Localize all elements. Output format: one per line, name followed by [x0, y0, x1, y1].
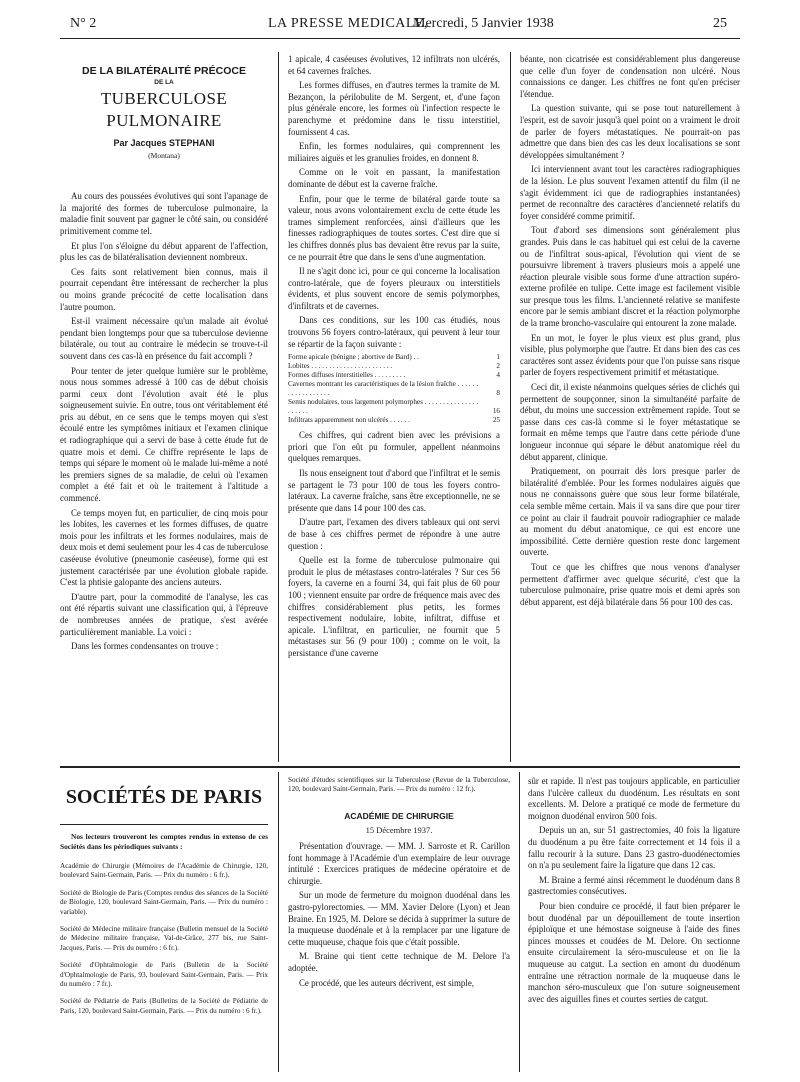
periodicals-list: [60, 862, 268, 1016]
article-column-1: [60, 64, 268, 656]
column-rule: [519, 772, 520, 1072]
societes-column-3: [528, 776, 740, 1008]
paragraph: D'autre part, pour la commodité de l'analyse, les cas ont été répartis suivant une classification qui, à l'épreuve de nombreuses années de pratique, s'est avérée particulièrement maniable. La voici :: [60, 591, 268, 637]
paragraph: Pour bien conduire ce procédé, il faut bien préparer le bout duodénal par un dépouillement de toute insertion épiploïque et une hémostase soigneuse à l'aide des fines pinces mousses et coudées de M. Delore. On sectionne ensuite circulairement la séro-musculeuse et on lie la muqueuse au catgut. La section en amont du duodénum entraîne une rétraction normale de la muqueuse dans le manchon séro-musculeux que l'on suture soigneusement avec des aiguilles fines et courtes serties de catgut.: [528, 900, 740, 1004]
article-title-main: TUBERCULOSE PULMONAIRE: [100, 89, 228, 130]
paragraph: 1 apicale, 4 caséeuses évolutives, 12 infiltrats non ulcérés, et 64 cavernes fraîches.: [288, 54, 500, 76]
societes-column-1: [60, 778, 268, 1024]
paragraph: Présentation d'ouvrage. — MM. J. Sarroste et R. Carillon font hommage à l'Académie d'un exemplaire de leur ouvrage intitulé : Exercices pratiques de médecine opératoire et de chirurgie.: [288, 841, 510, 886]
paragraph: béante, non cicatrisée est considérablement plus dangereuse que celle d'un foyer de condensation non ulcéré. Nous connaissions ce danger. Les chiffres ne font qu'en préciser l'étendue.: [520, 54, 740, 99]
title-underline: [60, 824, 268, 825]
article-column-2: [288, 54, 500, 663]
journal-name: LA PRESSE MEDICALE,: [268, 16, 429, 31]
column-rule: [510, 52, 511, 762]
table-row: Semis nodulaires, tous largement polymorphes . . . . . . . . . . . . . . . . . . . . . 16: [288, 398, 500, 416]
article-place: (Montana): [148, 150, 180, 160]
paragraph: Dans ces conditions, sur les 100 cas étudiés, nous trouvons 56 foyers contro-latéraux, qui peuvent à leur tour se répartir de la façon suivante :: [288, 315, 500, 349]
page-number: 25: [713, 16, 727, 31]
paragraph: Ceci dit, il existe néanmoins quelques séries de clichés qui permettent de soupçonner, sinon la simultanéité parfaite de début, du moins une succession extrêmement rapide. Tout se passe dans ces cas-là comme si le foyer métastatique se formait en même temps que l'autre dans cette période d'une longueur inconnue qui sépare le début anatomique réel du début apparent, clinique.: [520, 382, 740, 462]
session-date: 15 Décembre 1937.: [365, 825, 433, 836]
distribution-table: [288, 353, 500, 425]
table-row: Infiltrats apparemment non ulcérés . . . . . . 25: [288, 416, 500, 425]
list-item: Société d'Ophtalmologie de Paris (Bulletin de la Société d'Ophtalmologie de Paris, 93, boulevard Saint-Germain, Paris. — Prix du numéro : 7 fr.).: [60, 961, 268, 989]
section-rule: [60, 766, 740, 768]
paragraph: Et plus l'on s'éloigne du début apparent de l'affection, plus les cas de bilatéralisation deviennent nombreux.: [60, 240, 268, 263]
list-item: Société de Pédiatrie de Paris (Bulletins de la Société de Pédiatrie de Paris, 120, boulevard Saint-Germain, Paris. — Prix du numéro : 6 fr.).: [60, 997, 268, 1015]
table-row: Lobites . . . . . . . . . . . . . . . . . . . . . . . 2: [288, 362, 500, 371]
paragraph: Nos lecteurs trouveront les comptes rendus in extenso de ces Sociétés dans les périodiques suivants :: [60, 832, 268, 851]
paragraph: Enfin, pour que le terme de bilatéral garde toute sa valeur, nous avons volontairement exclu de cette étude les trames simplement renforcées, ainsi d'ailleurs que les finesses radiographiques de toutes sortes. C'est dire que si les chiffres donnés plus bas devaient être revus par la suite, ce ne pourrait être que dans le sens d'une augmentation.: [288, 193, 500, 262]
paragraph: Quelle est la forme de tuberculose pulmonaire qui produit le plus de métastases contro-latérales ? Sur ces 56 foyers, la caverne en a fourni 34, qui fait plus de 60 pour 100 ; viennent ensuite par ordre de fréquence mais avec des chiffres considérablement plus petits, les formes respectivement nodulaire, lobite, infiltrat, diffuse et apicale. L'infiltrat, en particulier, ne fournit que 5 métastases sur 56 (9 pour 100) ; comme on le voit, la persistance d'une caverne: [288, 555, 500, 658]
paragraph: La question suivante, qui se pose tout naturellement à l'esprit, est de savoir jusqu'à quel point on a vraiment le droit de parler de foyers métastatiques. Ne pourrait-on pas admettre que dans bien des cas les deux localisations se sont développées simultanément ?: [520, 103, 740, 160]
paragraph: Les formes diffuses, en d'autres termes la tramite de M. Bezançon, la périlobulite de M. Sergent, et, d'une façon plus générale encore, les formes où l'infection respecte le parenchyme et prédomine dans le tissu interstitiel, fournissent 4 cas.: [288, 80, 500, 137]
paragraph: M. Braine a fermé ainsi récemment le duodénum dans 8 gastrectomies consécutives.: [528, 874, 740, 897]
paragraph: Enfin, les formes nodulaires, qui comprennent les miliaires aiguës et les granulies froides, en donnent 8.: [288, 141, 500, 163]
paragraph: Ces chiffres, qui cadrent bien avec les prévisions a priori que l'on eût pu formuler, appellent néanmoins quelques remarques.: [288, 430, 500, 464]
table-row: Forme apicale (bénigne ; abortive de Bard) . . 1: [288, 353, 500, 362]
paragraph: Ces faits sont relativement bien connus, mais il pourrait cependant être intéressant de rechercher la plus ou moins grande précocité de cette localisation dans l'autre poumon.: [60, 266, 268, 312]
paragraph: Pratiquement, on pourrait dès lors presque parler de bilatéralité d'emblée. Pour les formes nodulaires aiguës que nous ne connaissons guère que sous leur forme bilatérale, cela semble même certain. Mais il va sans dire que pour tirer ce point au clair il faudrait pouvoir radiographier ce malade au moment du début anatomique, ce qui est encore une impossibilité. Cette dernière question reste donc largement ouverte.: [520, 466, 740, 558]
table-row: Formes diffuses interstitielles . . . . . . . . . 4: [288, 371, 500, 380]
column-rule: [278, 772, 279, 1072]
paragraph: Est-il vraiment nécessaire qu'un malade ait évolué pendant bien longtemps pour que sa tuberculose devienne bilatérale, ou tout au contraire le médecin se trouve-t-il souvent dans ces cas-là en présence du fait accompli ?: [60, 316, 268, 361]
paragraph: sûr et rapide. Il n'est pas toujours applicable, en particulier dans l'ulcère calleux du duodénum. Les résultats en sont excellents. M. Delore a pratiqué ce mode de fermeture du moignon duodénal environ 500 fois.: [528, 776, 740, 821]
column-rule: [278, 52, 279, 762]
paragraph: Ici interviennent avant tout les caractères radiographiques de la lésion. Le plus souvent l'examen attentif du film (il ne s'agit évidemment ici que de radiographies instantanées) permet de reconnaître des caractères d'ancienneté relatifs du foyer considéré comme primitif.: [520, 164, 740, 221]
paragraph: Tout ce que les chiffres que nous venons d'analyser permettent d'affirmer avec quelque sécurité, c'est que la tuberculose pulmonaire, prise quatre mois et demi après son début apparent, est déjà bilatérale dans 56 pour 100 des cas.: [520, 561, 740, 607]
header-rule: [60, 38, 740, 39]
list-item: Société de Médecine militaire française (Bulletin mensuel de la Société de Médecine militaire française, Val-de-Grâce, 277 bis, rue Saint-Jacques, Paris. — Prix du numéro : 6 fr.).: [60, 925, 268, 952]
paragraph: En un mot, le foyer le plus vieux est plus grand, plus visible, plus polymorphe que l'autre. Et dans bien des cas ces caractères sont assez évidents pour que l'on puisse sans risque parler de foyers respectivement primitif et métastatique.: [520, 332, 740, 378]
article-title-line1: DE LA BILATÉRALITÉ PRÉCOCE: [82, 65, 246, 77]
paragraph: Au cours des poussées évolutives qui sont l'apanage de la majorité des formes de tuberculose pulmonaire, la maladie finit souvent par gagner le côté sain, ou considéré primitivement comme tel.: [60, 191, 268, 236]
list-item: Académie de Chirurgie (Mémoires de l'Académie de Chirurgie, 120, boulevard Saint-Germain, Paris. — Prix du numéro : 6 fr.).: [60, 862, 268, 880]
paragraph: Ce temps moyen fut, en particulier, de cinq mois pour les lobites, les cavernes et les formes diffuses, de quatre mois pour les infiltrats et les formes nodulaires, mais de deux mois et demi seulement pour les 4 cas de tuberculose caséeuse évolutive (pneumonie caséeuse), forme qui est justement caractérisée par une évolution globale rapide. C'est la phtisie galopante des anciens auteurs.: [60, 507, 269, 588]
paragraph: Ce procédé, que les auteurs décrivent, est simple,: [299, 977, 474, 988]
paragraph: D'autre part, l'examen des divers tableaux qui ont servi de base à ces chiffres permet de répondre à une autre question :: [288, 517, 500, 551]
paragraph: Sur un mode de fermeture du moignon duodénal dans les gastro-pylorectomies. — MM. Xavier Delore (Lyon) et Jean Braine. En 1925, M. Delore se décida à supprimer la suture de la muqueuse duodénale et à la remplacer par une ligature de cette muqueuse, chaque fois que c'était possible.: [288, 890, 510, 947]
paragraph: Il ne s'agit donc ici, pour ce qui concerne la localisation contro-latérale, que de foyers pleuraux ou interstitiels évidents, et plus souvent encore de semis polymorphes, d'infiltrats et de cavernes.: [288, 266, 500, 311]
article-author: Par Jacques STEPHANI: [113, 138, 215, 148]
paragraph: Société d'études scientifiques sur la Tuberculose (Revue de la Tuberculose, 120, boulevard Saint-Germain, Paris. — Prix du numéro : 12 fr.).: [288, 776, 510, 794]
issue-date: Mercredi, 5 Janvier 1938: [413, 16, 554, 31]
paragraph: Comme on le voit en passant, la manifestation dominante de début est la caverne fraîche.: [288, 167, 500, 189]
paragraph: Depuis un an, sur 51 gastrectomies, 40 fois la ligature du duodénum a pu être faite correctement et 14 fois il a fallu recourir à la suture. Dans 23 gastro-duodénectomies on n'a pu seulement faire la ligature que dans 12 cas.: [528, 825, 740, 871]
article-column-3: [520, 54, 740, 611]
societes-column-2: [288, 776, 510, 992]
paragraph: M. Braine qui tient cette technique de M. Delore l'a adoptée.: [288, 951, 510, 973]
paragraph: Dans les formes condensantes on trouve :: [71, 641, 219, 652]
table-row: Cavernes montrant les caractéristiques de la lésion fraîche . . . . . . . . . . . . . . . . . . 8: [288, 380, 500, 398]
list-item: Société de Biologie de Paris (Comptes rendus des séances de la Société de Biologie, 120, boulevard Saint-Germain, Paris. — Prix du numéro : variable).: [60, 888, 268, 916]
paragraph: Ils nous enseignent tout d'abord que l'infiltrat et le semis se partagent le 73 pour 100 de tous les foyers contro-latéraux. La caverne fraîche, sans être exceptionnelle, ne se présente que dans 14 pour 100 des cas.: [288, 468, 500, 513]
paragraph: Tout d'abord ses dimensions sont généralement plus grandes. Puis dans le cas habituel qui est celui de la caverne ou de l'infiltrat sous-apical, l'évolution qui vient de se poursuivre librement à travers plusieurs mois a appelé une réaction pleurale visible sous forme d'une attraction supéro-externe profilée en tulipe. Cette image est facilement visible sur presque tous les films. L'ancienneté relative se manifeste encore par le semis ambiant discret et la réaction polymorphe de la trame broncho-vasculaire qui entourent la zone malade.: [520, 225, 740, 329]
article-title-line2: DE LA: [154, 79, 174, 86]
header-number: N° 2: [70, 16, 97, 31]
paragraph: Pour tenter de jeter quelque lumière sur le problème, nous nous sommes adressé à 100 cas de début choisis parmi ceux dont l'évolution avait été le plus soigneusement suivie. En outre, tous ont véritablement été pris au début, en ce sens que le temps moyen qui s'est écoulé entre les symptômes initiaux et l'examen clinique et radiographique qui a servi de base à cette étude fut de quatre mois et demi. Ce chiffre représente le laps de temps qui sépare le moment où le malade lui-même a noté les premiers signes de sa maladie, de celui où l'examen complet a été fait et où le traitement à l'altitude a commencé.: [60, 365, 268, 504]
academie-heading: ACADÉMIE DE CHIRURGIE: [344, 810, 454, 821]
section-title: SOCIÉTÉS DE PARIS: [65, 786, 263, 808]
